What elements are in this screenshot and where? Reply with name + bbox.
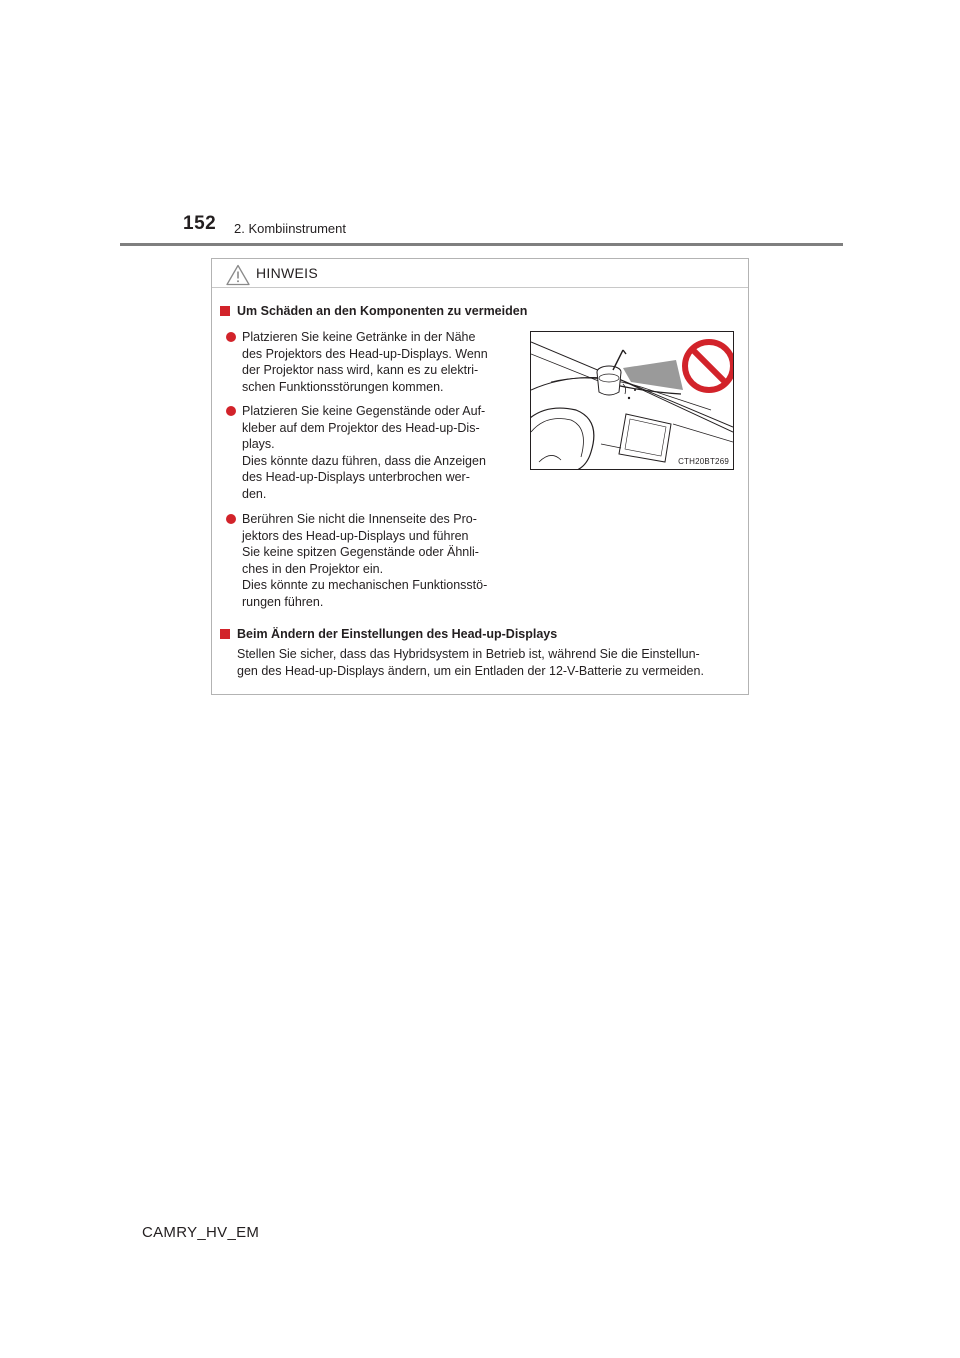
bullet-item-stickers: [226, 403, 516, 503]
figure-code: CTH20BT269: [678, 457, 729, 466]
bullet-line: rungen führen.: [242, 594, 324, 609]
bullet-line: Sie keine spitzen Gegenstände oder Ähnli-: [242, 545, 479, 560]
bullet-dot-icon: [226, 514, 236, 524]
subheading-settings-text: Beim Ändern der Einstellungen des Head-up-Displays: [237, 627, 558, 641]
bullet-line: Dies könnte zu mechanischen Funktionsstö-: [242, 578, 488, 593]
bullet-line: plays.: [242, 437, 275, 452]
header-rule: [120, 243, 843, 246]
dashboard-illustration: [530, 331, 734, 470]
bullet-line: Berühren Sie nicht die Innenseite des Pro-: [242, 512, 477, 526]
subheading-damage-text: Um Schäden an den Komponenten zu vermeiden: [237, 304, 528, 318]
bullet-line: jektors des Head-up-Displays und führen: [242, 528, 469, 543]
warning-triangle-icon: [226, 264, 250, 286]
notice-title: HINWEIS: [256, 265, 318, 281]
paragraph-line: Stellen Sie sicher, dass das Hybridsystem in Betrieb ist, während Sie die Einstellun-: [237, 647, 700, 661]
square-bullet-icon: [220, 306, 230, 316]
bullet-item-drinks: [226, 329, 516, 395]
bullet-line: den.: [242, 486, 267, 501]
bullet-line: Dies könnte dazu führen, dass die Anzeigen: [242, 453, 486, 468]
notice-box: [211, 258, 749, 695]
bullet-line: Platzieren Sie keine Gegenstände oder Auf-: [242, 404, 486, 418]
bullet-line: kleber auf dem Projektor des Head-up-Dis-: [242, 420, 480, 435]
paragraph-line: gen des Head-up-Displays ändern, um ein Entladen der 12-V-Batterie zu vermeiden.: [237, 663, 704, 678]
settings-paragraph: [237, 646, 745, 679]
subheading-settings: [220, 627, 557, 641]
dashboard-drink-drawing: [531, 332, 733, 469]
section-title: 2. Kombiinstrument: [234, 221, 346, 236]
bullet-line: des Head-up-Displays unterbrochen wer-: [242, 470, 470, 485]
bullet-line: ches in den Projektor ein.: [242, 561, 384, 576]
bullet-dot-icon: [226, 406, 236, 416]
bullet-line: des Projektors des Head-up-Displays. Wenn: [242, 346, 488, 361]
bullet-line: Platzieren Sie keine Getränke in der Nähe: [242, 330, 476, 344]
subheading-damage: [220, 304, 527, 318]
notice-header: [212, 259, 748, 288]
bullet-line: der Projektor nass wird, kann es zu elektri-: [242, 363, 479, 378]
square-bullet-icon: [220, 629, 230, 639]
bullet-line: schen Funktionsstörungen kommen.: [242, 379, 444, 394]
footer-model-code: CAMRY_HV_EM: [142, 1224, 260, 1241]
bullet-dot-icon: [226, 332, 236, 342]
bullet-item-projector-interior: [226, 511, 516, 611]
page-number: 152: [183, 213, 217, 234]
